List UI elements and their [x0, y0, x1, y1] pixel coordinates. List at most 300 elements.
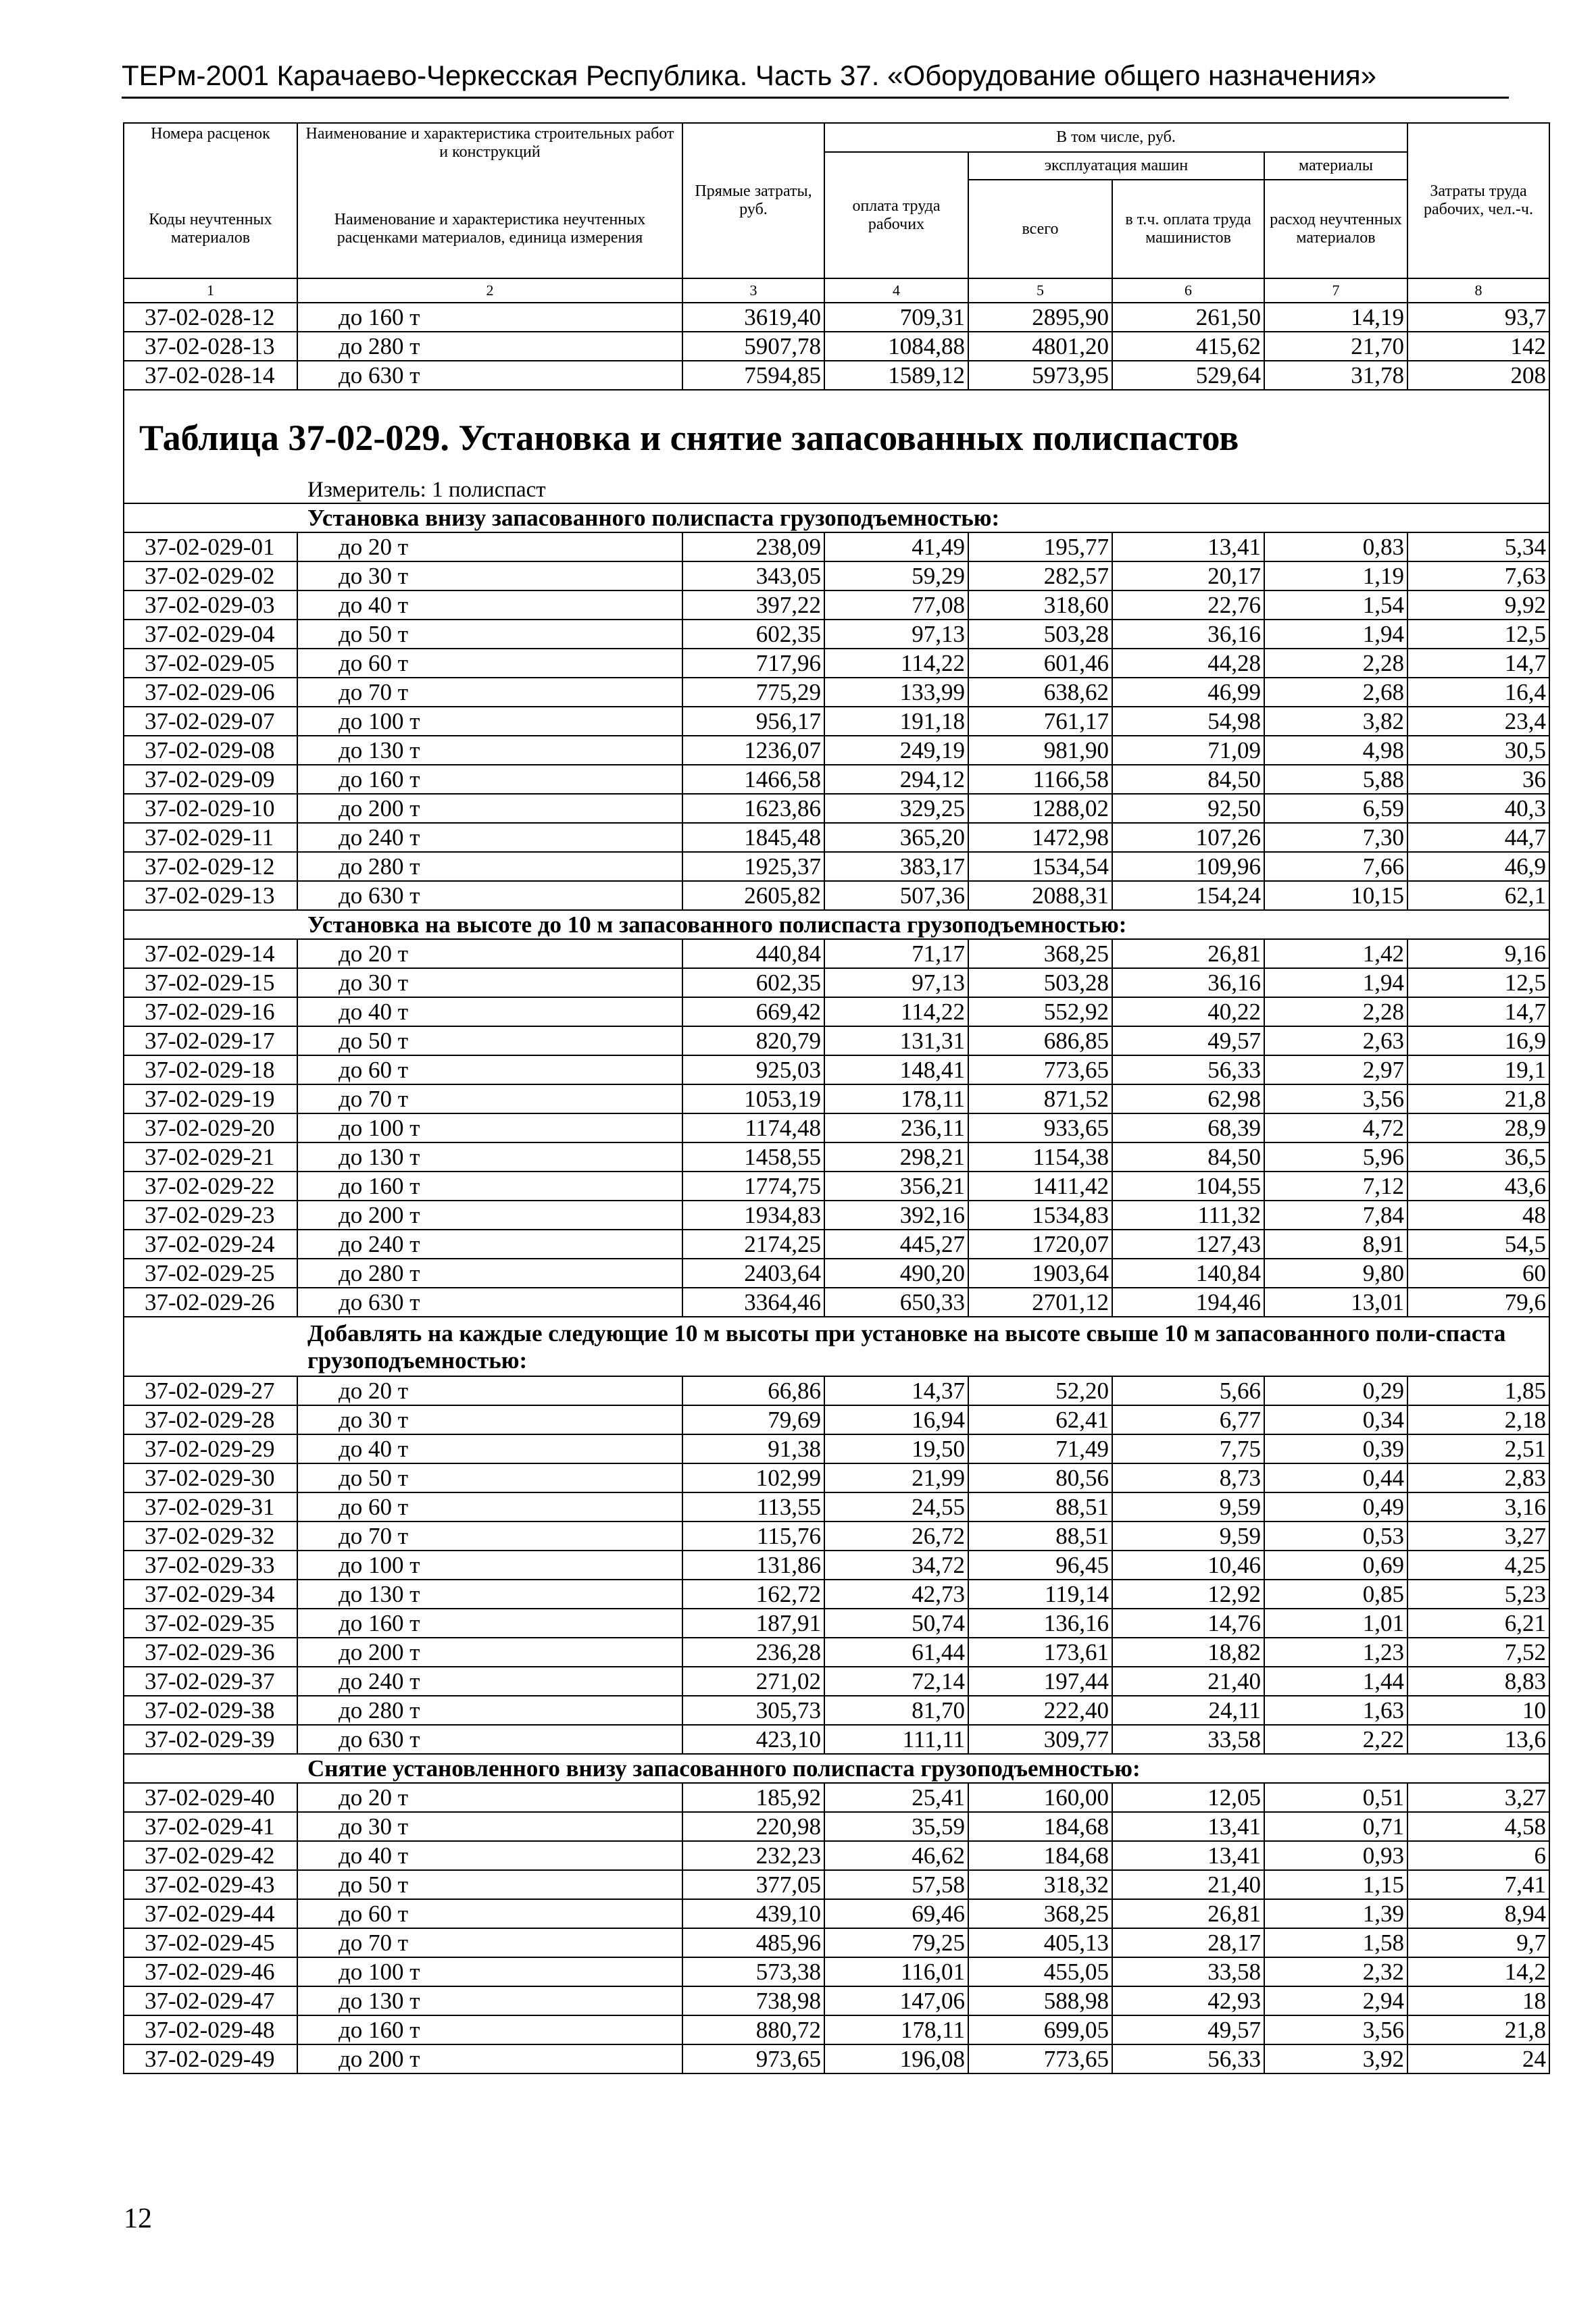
- direct-costs: 717,96: [682, 649, 824, 678]
- rate-code: 37-02-029-06: [124, 678, 297, 707]
- labor-costs: 24: [1407, 2044, 1549, 2073]
- work-description: до 200 т: [297, 1638, 682, 1667]
- section-heading-row: [124, 1317, 1549, 1376]
- work-description: до 40 т: [297, 1841, 682, 1870]
- table-row: [124, 794, 1549, 823]
- table-row: [124, 852, 1549, 881]
- operator-pay: 8,73: [1112, 1463, 1264, 1492]
- table-header: [124, 123, 1549, 303]
- labor-costs: 5,34: [1407, 532, 1549, 561]
- table-row: [124, 1551, 1549, 1580]
- worker-pay: 178,11: [824, 2015, 968, 2044]
- direct-costs: 91,38: [682, 1434, 824, 1463]
- machines-total: 368,25: [968, 939, 1112, 968]
- labor-costs: 9,7: [1407, 1928, 1549, 1957]
- machines-total: 1534,54: [968, 852, 1112, 881]
- direct-costs: 440,84: [682, 939, 824, 968]
- rate-code: 37-02-029-38: [124, 1696, 297, 1725]
- rate-code: 37-02-029-26: [124, 1288, 297, 1317]
- rate-code: 37-02-029-34: [124, 1580, 297, 1609]
- direct-costs: 185,92: [682, 1783, 824, 1812]
- operator-pay: 40,22: [1112, 997, 1264, 1026]
- worker-pay: 14,37: [824, 1376, 968, 1405]
- machines-total: 368,25: [968, 1899, 1112, 1928]
- direct-costs: 1845,48: [682, 823, 824, 852]
- machines-total: 588,98: [968, 1986, 1112, 2015]
- worker-pay: 97,13: [824, 620, 968, 649]
- operator-pay: 154,24: [1112, 881, 1264, 910]
- machines-total: 601,46: [968, 649, 1112, 678]
- machines-total: 773,65: [968, 2044, 1112, 2073]
- machines-total: 1472,98: [968, 823, 1112, 852]
- rate-code: 37-02-029-17: [124, 1026, 297, 1055]
- material-consumption: 7,12: [1264, 1172, 1407, 1201]
- work-description: до 630 т: [297, 361, 682, 390]
- material-consumption: 4,72: [1264, 1113, 1407, 1142]
- direct-costs: 423,10: [682, 1725, 824, 1754]
- work-description: до 280 т: [297, 1696, 682, 1725]
- material-consumption: 1,54: [1264, 590, 1407, 620]
- operator-pay: 10,46: [1112, 1551, 1264, 1580]
- direct-costs: 880,72: [682, 2015, 824, 2044]
- table-row: [124, 620, 1549, 649]
- worker-pay: 1084,88: [824, 332, 968, 361]
- labor-costs: 3,27: [1407, 1783, 1549, 1812]
- work-description: до 280 т: [297, 852, 682, 881]
- direct-costs: 738,98: [682, 1986, 824, 2015]
- work-description: до 130 т: [297, 736, 682, 765]
- labor-costs: 5,23: [1407, 1580, 1549, 1609]
- operator-pay: 21,40: [1112, 1667, 1264, 1696]
- direct-costs: 377,05: [682, 1870, 824, 1899]
- labor-costs: 43,6: [1407, 1172, 1549, 1201]
- worker-pay: 116,01: [824, 1957, 968, 1986]
- operator-pay: 92,50: [1112, 794, 1264, 823]
- labor-costs: 54,5: [1407, 1230, 1549, 1259]
- worker-pay: 25,41: [824, 1783, 968, 1812]
- work-description: до 40 т: [297, 1434, 682, 1463]
- work-description: до 130 т: [297, 1142, 682, 1172]
- worker-pay: 147,06: [824, 1986, 968, 2015]
- worker-pay: 35,59: [824, 1812, 968, 1841]
- material-consumption: 0,44: [1264, 1463, 1407, 1492]
- table-row: [124, 1142, 1549, 1172]
- worker-pay: 114,22: [824, 997, 968, 1026]
- direct-costs: 602,35: [682, 620, 824, 649]
- machines-total: 981,90: [968, 736, 1112, 765]
- direct-costs: 1174,48: [682, 1113, 824, 1142]
- labor-costs: 12,5: [1407, 968, 1549, 997]
- material-consumption: 1,19: [1264, 561, 1407, 590]
- rate-code: 37-02-028-13: [124, 332, 297, 361]
- operator-pay: 56,33: [1112, 2044, 1264, 2073]
- material-consumption: 0,83: [1264, 532, 1407, 561]
- material-consumption: 7,66: [1264, 852, 1407, 881]
- worker-pay: 71,17: [824, 939, 968, 968]
- rate-code: 37-02-029-30: [124, 1463, 297, 1492]
- operator-pay: 13,41: [1112, 1841, 1264, 1870]
- table-row: [124, 649, 1549, 678]
- labor-costs: 40,3: [1407, 794, 1549, 823]
- worker-pay: 50,74: [824, 1609, 968, 1638]
- section-heading: Добавлять на каждые следующие 10 м высоты при установке на высоте свыше 10 м запасованного поли-спаста грузоподъемностью:: [297, 1317, 1549, 1376]
- section-heading-row: [124, 503, 1549, 532]
- direct-costs: 956,17: [682, 707, 824, 736]
- direct-costs: 305,73: [682, 1696, 824, 1725]
- work-description: до 160 т: [297, 303, 682, 332]
- material-consumption: 2,94: [1264, 1986, 1407, 2015]
- header-worker-pay: оплата труда рабочих: [824, 152, 968, 278]
- table-row: [124, 1580, 1549, 1609]
- machines-total: 195,77: [968, 532, 1112, 561]
- measure-row: [124, 470, 1549, 503]
- machines-total: 1903,64: [968, 1259, 1112, 1288]
- table-row: [124, 532, 1549, 561]
- machines-total: 71,49: [968, 1434, 1112, 1463]
- material-consumption: 7,84: [1264, 1201, 1407, 1230]
- material-consumption: 31,78: [1264, 361, 1407, 390]
- section-heading-row: [124, 1754, 1549, 1783]
- labor-costs: 2,51: [1407, 1434, 1549, 1463]
- material-consumption: 9,80: [1264, 1259, 1407, 1288]
- table-row: [124, 968, 1549, 997]
- section-heading: Установка на высоте до 10 м запасованного полиспаста грузоподъемностью:: [297, 910, 1549, 939]
- rate-code: 37-02-029-31: [124, 1492, 297, 1521]
- direct-costs: 236,28: [682, 1638, 824, 1667]
- table-row: [124, 1230, 1549, 1259]
- worker-pay: 236,11: [824, 1113, 968, 1142]
- operator-pay: 36,16: [1112, 620, 1264, 649]
- machines-total: 88,51: [968, 1492, 1112, 1521]
- direct-costs: 1458,55: [682, 1142, 824, 1172]
- header-material-name: Наименование и характеристика неучтенных расценками материалов, единица измерения: [297, 180, 682, 278]
- operator-pay: 46,99: [1112, 678, 1264, 707]
- machines-total: 222,40: [968, 1696, 1112, 1725]
- direct-costs: 1466,58: [682, 765, 824, 794]
- rate-code: 37-02-029-37: [124, 1667, 297, 1696]
- rate-code: 37-02-029-20: [124, 1113, 297, 1142]
- labor-costs: 142: [1407, 332, 1549, 361]
- direct-costs: 115,76: [682, 1521, 824, 1551]
- measure-spacer: [124, 470, 297, 503]
- direct-costs: 5907,78: [682, 332, 824, 361]
- work-description: до 30 т: [297, 1405, 682, 1434]
- direct-costs: 162,72: [682, 1580, 824, 1609]
- worker-pay: 507,36: [824, 881, 968, 910]
- direct-costs: 79,69: [682, 1405, 824, 1434]
- labor-costs: 8,83: [1407, 1667, 1549, 1696]
- machines-total: 1411,42: [968, 1172, 1112, 1201]
- table-row: [124, 1463, 1549, 1492]
- labor-costs: 21,8: [1407, 2015, 1549, 2044]
- operator-pay: 33,58: [1112, 1957, 1264, 1986]
- material-consumption: 3,56: [1264, 1084, 1407, 1113]
- column-index: 4: [824, 278, 968, 303]
- labor-costs: 21,8: [1407, 1084, 1549, 1113]
- table-row: [124, 1928, 1549, 1957]
- direct-costs: 131,86: [682, 1551, 824, 1580]
- header-work-name: Наименование и характеристика строительных работ и конструкций: [297, 123, 682, 180]
- labor-costs: 3,16: [1407, 1492, 1549, 1521]
- table-row: [124, 1899, 1549, 1928]
- rate-code: 37-02-029-24: [124, 1230, 297, 1259]
- table-row: [124, 1783, 1549, 1812]
- material-consumption: 14,19: [1264, 303, 1407, 332]
- table-row: [124, 1376, 1549, 1405]
- work-description: до 30 т: [297, 1812, 682, 1841]
- worker-pay: 1589,12: [824, 361, 968, 390]
- worker-pay: 79,25: [824, 1928, 968, 1957]
- labor-costs: 30,5: [1407, 736, 1549, 765]
- work-description: до 60 т: [297, 1492, 682, 1521]
- work-description: до 60 т: [297, 1899, 682, 1928]
- direct-costs: 1774,75: [682, 1172, 824, 1201]
- column-index: 7: [1264, 278, 1407, 303]
- table-row: [124, 1434, 1549, 1463]
- rate-code: 37-02-029-47: [124, 1986, 297, 2015]
- table-row: [124, 1259, 1549, 1288]
- work-description: до 130 т: [297, 1986, 682, 2015]
- labor-costs: 36: [1407, 765, 1549, 794]
- work-description: до 50 т: [297, 1463, 682, 1492]
- rate-code: 37-02-029-19: [124, 1084, 297, 1113]
- section-spacer: [124, 1317, 297, 1376]
- machines-total: 62,41: [968, 1405, 1112, 1434]
- worker-pay: 131,31: [824, 1026, 968, 1055]
- material-consumption: 1,23: [1264, 1638, 1407, 1667]
- labor-costs: 2,18: [1407, 1405, 1549, 1434]
- machines-total: 80,56: [968, 1463, 1112, 1492]
- header-operator-pay: в т.ч. оплата труда машинистов: [1112, 180, 1264, 278]
- material-consumption: 6,59: [1264, 794, 1407, 823]
- table-title-cell: [124, 390, 1549, 470]
- column-index: 3: [682, 278, 824, 303]
- material-consumption: 3,56: [1264, 2015, 1407, 2044]
- worker-pay: 42,73: [824, 1580, 968, 1609]
- machines-total: 933,65: [968, 1113, 1112, 1142]
- worker-pay: 59,29: [824, 561, 968, 590]
- rate-code: 37-02-029-29: [124, 1434, 297, 1463]
- machines-total: 405,13: [968, 1928, 1112, 1957]
- column-index: 6: [1112, 278, 1264, 303]
- operator-pay: 12,92: [1112, 1580, 1264, 1609]
- work-description: до 130 т: [297, 1580, 682, 1609]
- table-row: [124, 997, 1549, 1026]
- worker-pay: 21,99: [824, 1463, 968, 1492]
- table-row: [124, 1957, 1549, 1986]
- direct-costs: 271,02: [682, 1667, 824, 1696]
- operator-pay: 111,32: [1112, 1201, 1264, 1230]
- price-table: [123, 122, 1550, 2074]
- direct-costs: 343,05: [682, 561, 824, 590]
- page-title: ТЕРм-2001 Карачаево-Черкесская Республика. Часть 37. «Оборудование общего назначения»: [122, 59, 1377, 91]
- table-row: [124, 765, 1549, 794]
- table-row: [124, 590, 1549, 620]
- work-description: до 70 т: [297, 1084, 682, 1113]
- table-row: [124, 1113, 1549, 1142]
- material-consumption: 1,15: [1264, 1870, 1407, 1899]
- operator-pay: 12,05: [1112, 1783, 1264, 1812]
- rate-code: 37-02-029-02: [124, 561, 297, 590]
- worker-pay: 81,70: [824, 1696, 968, 1725]
- rate-code: 37-02-029-13: [124, 881, 297, 910]
- work-description: до 280 т: [297, 332, 682, 361]
- material-consumption: 1,94: [1264, 620, 1407, 649]
- work-description: до 70 т: [297, 1521, 682, 1551]
- operator-pay: 107,26: [1112, 823, 1264, 852]
- labor-costs: 1,85: [1407, 1376, 1549, 1405]
- work-description: до 200 т: [297, 2044, 682, 2073]
- worker-pay: 61,44: [824, 1638, 968, 1667]
- worker-pay: 69,46: [824, 1899, 968, 1928]
- header-machines-total: всего: [968, 180, 1112, 278]
- direct-costs: 602,35: [682, 968, 824, 997]
- machines-total: 136,16: [968, 1609, 1112, 1638]
- operator-pay: 13,41: [1112, 532, 1264, 561]
- direct-costs: 232,23: [682, 1841, 824, 1870]
- rate-code: 37-02-029-03: [124, 590, 297, 620]
- material-consumption: 1,94: [1264, 968, 1407, 997]
- labor-costs: 46,9: [1407, 852, 1549, 881]
- machines-total: 52,20: [968, 1376, 1112, 1405]
- table-row: [124, 1870, 1549, 1899]
- rate-code: 37-02-029-10: [124, 794, 297, 823]
- machines-total: 88,51: [968, 1521, 1112, 1551]
- material-consumption: 5,88: [1264, 765, 1407, 794]
- table-row: [124, 1055, 1549, 1084]
- rate-code: 37-02-029-09: [124, 765, 297, 794]
- labor-costs: 28,9: [1407, 1113, 1549, 1142]
- worker-pay: 77,08: [824, 590, 968, 620]
- table-row: [124, 1667, 1549, 1696]
- work-description: до 100 т: [297, 1551, 682, 1580]
- table-row: [124, 1172, 1549, 1201]
- rate-code: 37-02-029-45: [124, 1928, 297, 1957]
- material-consumption: 2,68: [1264, 678, 1407, 707]
- worker-pay: 111,11: [824, 1725, 968, 1754]
- table-row: [124, 736, 1549, 765]
- worker-pay: 191,18: [824, 707, 968, 736]
- rate-code: 37-02-029-36: [124, 1638, 297, 1667]
- material-consumption: 0,49: [1264, 1492, 1407, 1521]
- labor-costs: 12,5: [1407, 620, 1549, 649]
- table-row: [124, 1405, 1549, 1434]
- worker-pay: 249,19: [824, 736, 968, 765]
- rate-code: 37-02-029-01: [124, 532, 297, 561]
- labor-costs: 79,6: [1407, 1288, 1549, 1317]
- labor-costs: 9,92: [1407, 590, 1549, 620]
- machines-total: 197,44: [968, 1667, 1112, 1696]
- material-consumption: 0,69: [1264, 1551, 1407, 1580]
- material-consumption: 0,71: [1264, 1812, 1407, 1841]
- rate-code: 37-02-029-28: [124, 1405, 297, 1434]
- section-spacer: [124, 1754, 297, 1783]
- labor-costs: 93,7: [1407, 303, 1549, 332]
- material-consumption: 0,34: [1264, 1405, 1407, 1434]
- machines-total: 5973,95: [968, 361, 1112, 390]
- table-row: [124, 1725, 1549, 1754]
- operator-pay: 109,96: [1112, 852, 1264, 881]
- rate-code: 37-02-029-39: [124, 1725, 297, 1754]
- machines-total: 309,77: [968, 1725, 1112, 1754]
- rate-code: 37-02-029-43: [124, 1870, 297, 1899]
- rate-code: 37-02-029-32: [124, 1521, 297, 1551]
- operator-pay: 24,11: [1112, 1696, 1264, 1725]
- labor-costs: 7,63: [1407, 561, 1549, 590]
- work-description: до 160 т: [297, 1609, 682, 1638]
- operator-pay: 529,64: [1112, 361, 1264, 390]
- rate-code: 37-02-029-25: [124, 1259, 297, 1288]
- direct-costs: 7594,85: [682, 361, 824, 390]
- work-description: до 240 т: [297, 1230, 682, 1259]
- work-description: до 100 т: [297, 1957, 682, 1986]
- table-row: [124, 1521, 1549, 1551]
- worker-pay: 329,25: [824, 794, 968, 823]
- machines-total: 455,05: [968, 1957, 1112, 1986]
- labor-costs: 9,16: [1407, 939, 1549, 968]
- operator-pay: 28,17: [1112, 1928, 1264, 1957]
- material-consumption: 13,01: [1264, 1288, 1407, 1317]
- direct-costs: 973,65: [682, 2044, 824, 2073]
- table-row: [124, 1026, 1549, 1055]
- worker-pay: 24,55: [824, 1492, 968, 1521]
- table-row: [124, 1492, 1549, 1521]
- work-description: до 630 т: [297, 881, 682, 910]
- labor-costs: 19,1: [1407, 1055, 1549, 1084]
- labor-costs: 208: [1407, 361, 1549, 390]
- direct-costs: 187,91: [682, 1609, 824, 1638]
- machines-total: 638,62: [968, 678, 1112, 707]
- labor-costs: 62,1: [1407, 881, 1549, 910]
- rate-code: 37-02-029-33: [124, 1551, 297, 1580]
- rate-code: 37-02-029-44: [124, 1899, 297, 1928]
- material-consumption: 2,32: [1264, 1957, 1407, 1986]
- table-row: [124, 939, 1549, 968]
- worker-pay: 650,33: [824, 1288, 968, 1317]
- labor-costs: 60: [1407, 1259, 1549, 1288]
- rate-code: 37-02-029-42: [124, 1841, 297, 1870]
- direct-costs: 925,03: [682, 1055, 824, 1084]
- header-material-codes: Коды неучтенных материалов: [124, 180, 297, 278]
- work-description: до 20 т: [297, 1376, 682, 1405]
- material-consumption: 4,98: [1264, 736, 1407, 765]
- machines-total: 1288,02: [968, 794, 1112, 823]
- labor-costs: 6,21: [1407, 1609, 1549, 1638]
- operator-pay: 84,50: [1112, 1142, 1264, 1172]
- header-material-consumption: расход неучтенных материалов: [1264, 180, 1407, 278]
- operator-pay: 5,66: [1112, 1376, 1264, 1405]
- labor-costs: 48: [1407, 1201, 1549, 1230]
- section-heading: Снятие установленного внизу запасованного полиспаста грузоподъемностью:: [297, 1754, 1549, 1783]
- material-consumption: 10,15: [1264, 881, 1407, 910]
- worker-pay: 16,94: [824, 1405, 968, 1434]
- labor-costs: 6: [1407, 1841, 1549, 1870]
- operator-pay: 194,46: [1112, 1288, 1264, 1317]
- operator-pay: 21,40: [1112, 1870, 1264, 1899]
- direct-costs: 439,10: [682, 1899, 824, 1928]
- work-description: до 50 т: [297, 1870, 682, 1899]
- machines-total: 173,61: [968, 1638, 1112, 1667]
- work-description: до 20 т: [297, 532, 682, 561]
- labor-costs: 18: [1407, 1986, 1549, 2015]
- work-description: до 200 т: [297, 1201, 682, 1230]
- worker-pay: 383,17: [824, 852, 968, 881]
- operator-pay: 68,39: [1112, 1113, 1264, 1142]
- machines-total: 184,68: [968, 1841, 1112, 1870]
- labor-costs: 14,2: [1407, 1957, 1549, 1986]
- labor-costs: 7,52: [1407, 1638, 1549, 1667]
- rate-code: 37-02-029-18: [124, 1055, 297, 1084]
